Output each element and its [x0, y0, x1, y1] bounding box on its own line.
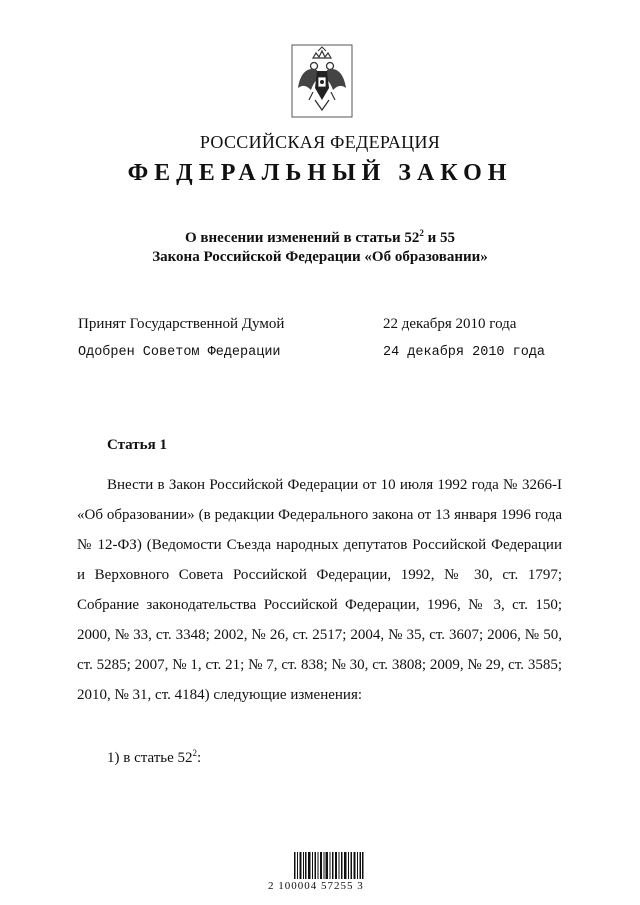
state-emblem-icon — [291, 44, 353, 118]
list-item-superscript: 2 — [192, 748, 198, 758]
list-item — [107, 748, 201, 767]
law-title-line1: О внесении изменений в статьи 52 — [184, 230, 420, 246]
council-approval-label: Одобрен Советом Федерации — [78, 345, 281, 360]
list-item-text: 1) в статье 52 — [107, 750, 193, 766]
article-paragraph — [77, 470, 562, 710]
barcode-number: 2 100004 57255 3 — [268, 880, 364, 892]
barcode-icon — [294, 852, 364, 879]
duma-adoption-date: 22 декабря 2010 года — [383, 316, 517, 332]
article-paragraph-text: Внести в Закон Российской Федерации от 10 июля 1992 года № 3266-I «Об образовании» (в редакции Федерального закона от 13 января 1996 года № 12-ФЗ) (Ведомости Съезда народных депутатов Российской Федерации и Верховного Совета Российской Федерации, 1992, № 30, ст. 1797; Собрание законодательства Российской Федерации, 1996, № 3, ст. 150; 2000, № 33, ст. 3348; 2002, № 26, ст. 2517; 2004, № 35, ст. 3607; 2006, № 50, ст. 5285; 2007, № 1, ст. 21; № 7, ст. 838; № 30, ст. 3808; 2009, № 29, ст. 3585; 2010, № 31, ст. 4184) следующие изменения: — [77, 477, 562, 703]
list-item-text-end: : — [197, 750, 202, 766]
duma-adoption-label: Принят Государственной Думой — [78, 316, 285, 332]
law-title-superscript: 2 — [419, 228, 424, 238]
law-title — [0, 229, 640, 267]
law-title-line2: Закона Российской Федерации «Об образовании» — [152, 249, 488, 265]
law-title-line1-end: и 55 — [423, 230, 455, 246]
country-heading: РОССИЙСКАЯ ФЕДЕРАЦИЯ — [199, 132, 441, 152]
document-type-heading: ФЕДЕРАЛЬНЫЙ ЗАКОН — [127, 160, 513, 186]
council-approval-date: 24 декабря 2010 года — [383, 345, 546, 360]
article-heading: Статья 1 — [107, 437, 167, 453]
